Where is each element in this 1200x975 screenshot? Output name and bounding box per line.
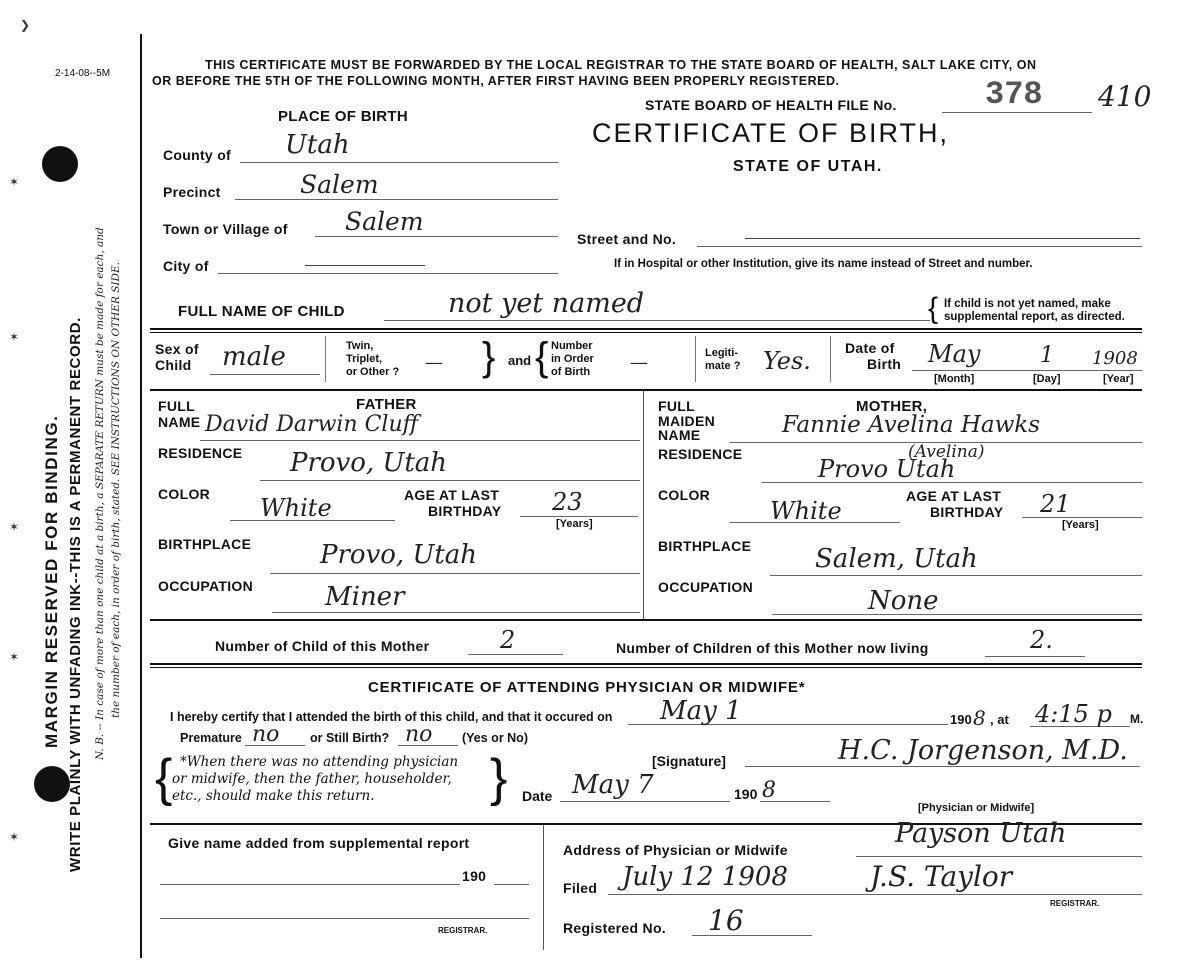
dob-year-caption: [Year] (1103, 373, 1134, 385)
living-line (985, 656, 1085, 657)
header-notice-1: THIS CERTIFICATE MUST BE FORWARDED BY THE LOCAL REGISTRAR TO THE STATE BOARD OF HEALTH, SALT LAKE CITY, ON (205, 58, 1037, 72)
mother-birthplace-label: BIRTHPLACE (658, 538, 752, 554)
birth-date-value: May 1 (660, 696, 742, 726)
mother-birthplace-line (770, 575, 1142, 576)
precinct-line (235, 199, 558, 200)
father-birthplace-label: BIRTHPLACE (158, 536, 252, 552)
cell-divider (695, 336, 696, 382)
supplemental-name-line (160, 884, 460, 885)
margin-nb-note: N. B. -- In case of more than one child at a birth, a SEPARATE RETURN must be made for each, and (94, 227, 106, 760)
father-age-label-1: AGE AT LAST (404, 487, 500, 503)
m-label: M. (1130, 712, 1144, 726)
place-of-birth-heading: PLACE OF BIRTH (278, 108, 409, 125)
stillbirth-label: or Still Birth? (310, 731, 390, 745)
mother-birthplace-value: Salem, Utah (815, 544, 978, 574)
city-line (218, 273, 558, 274)
at-label: , at (990, 712, 1009, 727)
note-line-3: etc., should make this return. (172, 788, 375, 804)
date-year-prefix: 190 (734, 786, 758, 802)
mother-name-label-1: FULL (658, 398, 695, 414)
birth-year-suffix: 8 (973, 706, 986, 730)
date-label: Date (522, 788, 553, 804)
divider (150, 389, 1142, 391)
signature-value: H.C. Jorgenson, M.D. (838, 735, 1128, 766)
living-value: 2. (1030, 626, 1053, 654)
filed-line (608, 894, 1142, 895)
filed-by-signature: J.S. Taylor (870, 860, 1013, 893)
dob-label-2: Birth (867, 356, 902, 372)
cell-divider (830, 336, 831, 382)
mother-age-value: 21 (1040, 490, 1071, 518)
supplemental-year-line (494, 884, 529, 885)
date-year-line (760, 801, 830, 802)
divider (150, 328, 1142, 330)
twin-brace: } (482, 335, 496, 379)
physician-heading: CERTIFICATE OF ATTENDING PHYSICIAN OR MIDWIFE* (368, 679, 806, 696)
dob-label-1: Date of (845, 340, 895, 356)
birth-year-prefix: 190 (950, 712, 972, 727)
filed-value: July 12 1908 (622, 862, 788, 892)
twin-value: — (425, 352, 443, 373)
sex-label-1: Sex of (155, 341, 199, 357)
child-name-note-2: supplemental report, as directed. (944, 311, 1125, 323)
dob-month: May (928, 340, 981, 368)
margin-tick: ✶ (9, 520, 20, 534)
binding-hole-bottom (34, 766, 70, 802)
dob-line (912, 370, 1142, 371)
father-residence-value: Provo, Utah (290, 448, 448, 478)
city-label: City of (163, 258, 209, 274)
header-notice-2: OR BEFORE THE 5TH OF THE FOLLOWING MONTH, AFTER FIRST HAVING BEEN PROPERLY REGISTERED. (152, 74, 840, 88)
supplemental-label: Give name added from supplemental report (168, 835, 470, 851)
legit-label-2: mate ? (705, 360, 741, 372)
binding-hole-top (42, 146, 78, 182)
mother-color-value: White (770, 497, 842, 525)
mother-residence-value: Provo Utah (818, 455, 956, 483)
mother-name-correction: (Avelina) (908, 442, 985, 462)
date-year-suffix: 8 (762, 778, 776, 803)
date-value: May 7 (572, 770, 654, 800)
father-age-label-2: BIRTHDAY (428, 503, 502, 519)
street-label: Street and No. (577, 231, 677, 247)
father-name-value: David Darwin Cluff (205, 412, 419, 437)
father-occupation-line (272, 612, 640, 613)
child-name-value: not yet named (448, 288, 645, 319)
father-color-value: White (260, 494, 332, 522)
margin-tick: ✶ (9, 330, 20, 344)
signature-label: [Signature] (652, 753, 726, 769)
bottom-center-divider (543, 825, 544, 950)
margin-tick: ✶ (9, 175, 20, 189)
child-number-label: Number of Child of this Mother (215, 638, 430, 654)
divider (150, 332, 1142, 333)
hospital-note: If in Hospital or other Institution, give its name instead of Street and number. (614, 258, 1033, 270)
certificate-subtitle: STATE OF UTAH. (733, 158, 883, 175)
father-age-value: 23 (552, 488, 583, 516)
father-birthplace-line (270, 573, 640, 574)
mother-years-caption: [Years] (1062, 519, 1099, 531)
father-occupation-value: Miner (325, 582, 405, 612)
order-label-2: in Order (551, 353, 594, 365)
father-heading: FATHER (356, 396, 417, 413)
town-line (315, 236, 558, 237)
twin-label-2: Triplet, (346, 353, 383, 365)
margin-binding-text: MARGIN RESERVED FOR BINDING. (42, 414, 61, 748)
order-label-3: of Birth (551, 366, 591, 378)
note-brace-right: } (490, 749, 508, 807)
child-name-label: FULL NAME OF CHILD (178, 303, 345, 320)
supplemental-year: 190 (462, 868, 487, 884)
father-name-label-1: FULL (158, 398, 195, 414)
mother-name-label-3: NAME (658, 427, 701, 443)
address-label: Address of Physician or Midwife (563, 842, 788, 858)
city-blank-mark (305, 265, 425, 266)
dob-month-caption: [Month] (934, 373, 975, 385)
signature-caption: [Physician or Midwife] (918, 802, 1035, 814)
father-residence-label: RESIDENCE (158, 445, 243, 461)
order-brace: { (535, 335, 549, 379)
sex-value: male (222, 342, 286, 372)
legit-value: Yes. (763, 347, 811, 375)
twin-label-3: or Other ? (346, 366, 400, 378)
dob-day: 1 (1040, 343, 1054, 368)
registered-value: 16 (708, 904, 744, 937)
margin-tick: ❯ (20, 18, 31, 32)
street-line (697, 246, 1142, 247)
father-name-line (200, 440, 640, 441)
mother-occupation-line (772, 614, 1142, 615)
mother-age-label-1: AGE AT LAST (906, 488, 1002, 504)
divider (150, 667, 1142, 668)
registrar-label: REGISTRAR. (1050, 899, 1100, 908)
note-line-1: *When there was no attending physician (180, 754, 459, 770)
town-value: Salem (345, 207, 424, 236)
county-value: Utah (285, 130, 350, 160)
child-name-note-1: If child is not yet named, make (944, 298, 1111, 310)
mother-occupation-value: None (868, 586, 939, 616)
margin-tick: ✶ (9, 650, 20, 664)
mother-name-label-2: MAIDEN (658, 413, 716, 429)
town-label: Town or Village of (163, 221, 288, 237)
file-number-handwritten: 410 (1098, 80, 1152, 113)
child-number-value: 2 (500, 626, 516, 654)
divider (150, 663, 1142, 665)
margin-tick: ✶ (9, 830, 20, 844)
father-occupation-label: OCCUPATION (158, 578, 254, 594)
certificate-title: CERTIFICATE OF BIRTH, (592, 118, 950, 148)
date-line (560, 801, 730, 802)
margin-instructions-note: the number of each, in order of birth, stated. SEE INSTRUCTIONS ON OTHER SIDE. (110, 262, 122, 718)
supplemental-registrar-line (160, 918, 529, 919)
living-label: Number of Children of this Mother now living (616, 640, 929, 656)
address-line (856, 856, 1142, 857)
signature-line (745, 766, 1140, 767)
order-label-1: Number (551, 340, 593, 352)
mother-age-label-2: BIRTHDAY (930, 504, 1004, 520)
dob-year: 1908 (1092, 348, 1138, 369)
order-value: — (630, 352, 648, 373)
and-label: and (508, 353, 532, 368)
father-age-line (520, 516, 638, 517)
child-number-line (468, 654, 563, 655)
premature-label: Premature (180, 731, 242, 745)
father-years-caption: [Years] (556, 518, 593, 530)
cell-divider (325, 336, 326, 382)
file-number: 378 (985, 76, 1043, 113)
certify-text: I hereby certify that I attended the birth of this child, and that it occured on (170, 710, 613, 724)
address-value: Payson Utah (895, 818, 1067, 849)
child-name-brace: { (928, 292, 939, 325)
file-number-label: STATE BOARD OF HEALTH FILE No. (645, 97, 897, 113)
sex-line (210, 374, 320, 375)
county-label: County of (163, 147, 232, 163)
time-value: 4:15 p (1035, 700, 1112, 728)
twin-label-1: Twin, (346, 340, 374, 352)
parents-center-divider (643, 391, 644, 619)
dob-day-caption: [Day] (1033, 373, 1061, 385)
stillbirth-value: no (405, 722, 433, 747)
form-code: 2-14-08--5M (55, 68, 111, 79)
father-color-label: COLOR (158, 486, 211, 502)
margin-rule (140, 34, 142, 958)
margin-permanent-text: WRITE PLAINLY WITH UNFADING INK--THIS IS A PERMANENT RECORD. (67, 317, 84, 872)
sex-label-2: Child (155, 357, 192, 373)
premature-value: no (252, 722, 280, 747)
father-name-label-2: NAME (158, 414, 201, 430)
mother-residence-label: RESIDENCE (658, 446, 743, 462)
supplemental-registrar-label: REGISTRAR. (438, 926, 488, 935)
filed-label: Filed (563, 880, 598, 896)
yes-no-label: (Yes or No) (462, 731, 528, 745)
child-name-line (384, 320, 930, 321)
note-line-2: or midwife, then the father, householder, (172, 771, 452, 787)
county-line (240, 162, 558, 163)
note-brace-left: { (155, 749, 173, 807)
mother-heading: MOTHER, (856, 398, 928, 415)
legit-label-1: Legiti- (705, 347, 738, 359)
mother-occupation-label: OCCUPATION (658, 579, 754, 595)
precinct-value: Salem (300, 170, 379, 199)
mother-color-label: COLOR (658, 487, 711, 503)
father-residence-line (260, 480, 640, 481)
mother-name-value: Fannie Avelina Hawks (782, 412, 1041, 438)
precinct-label: Precinct (163, 184, 221, 200)
registered-label: Registered No. (563, 920, 666, 936)
street-blank-mark (745, 238, 1140, 239)
father-birthplace-value: Provo, Utah (320, 540, 478, 570)
divider (150, 619, 1142, 621)
